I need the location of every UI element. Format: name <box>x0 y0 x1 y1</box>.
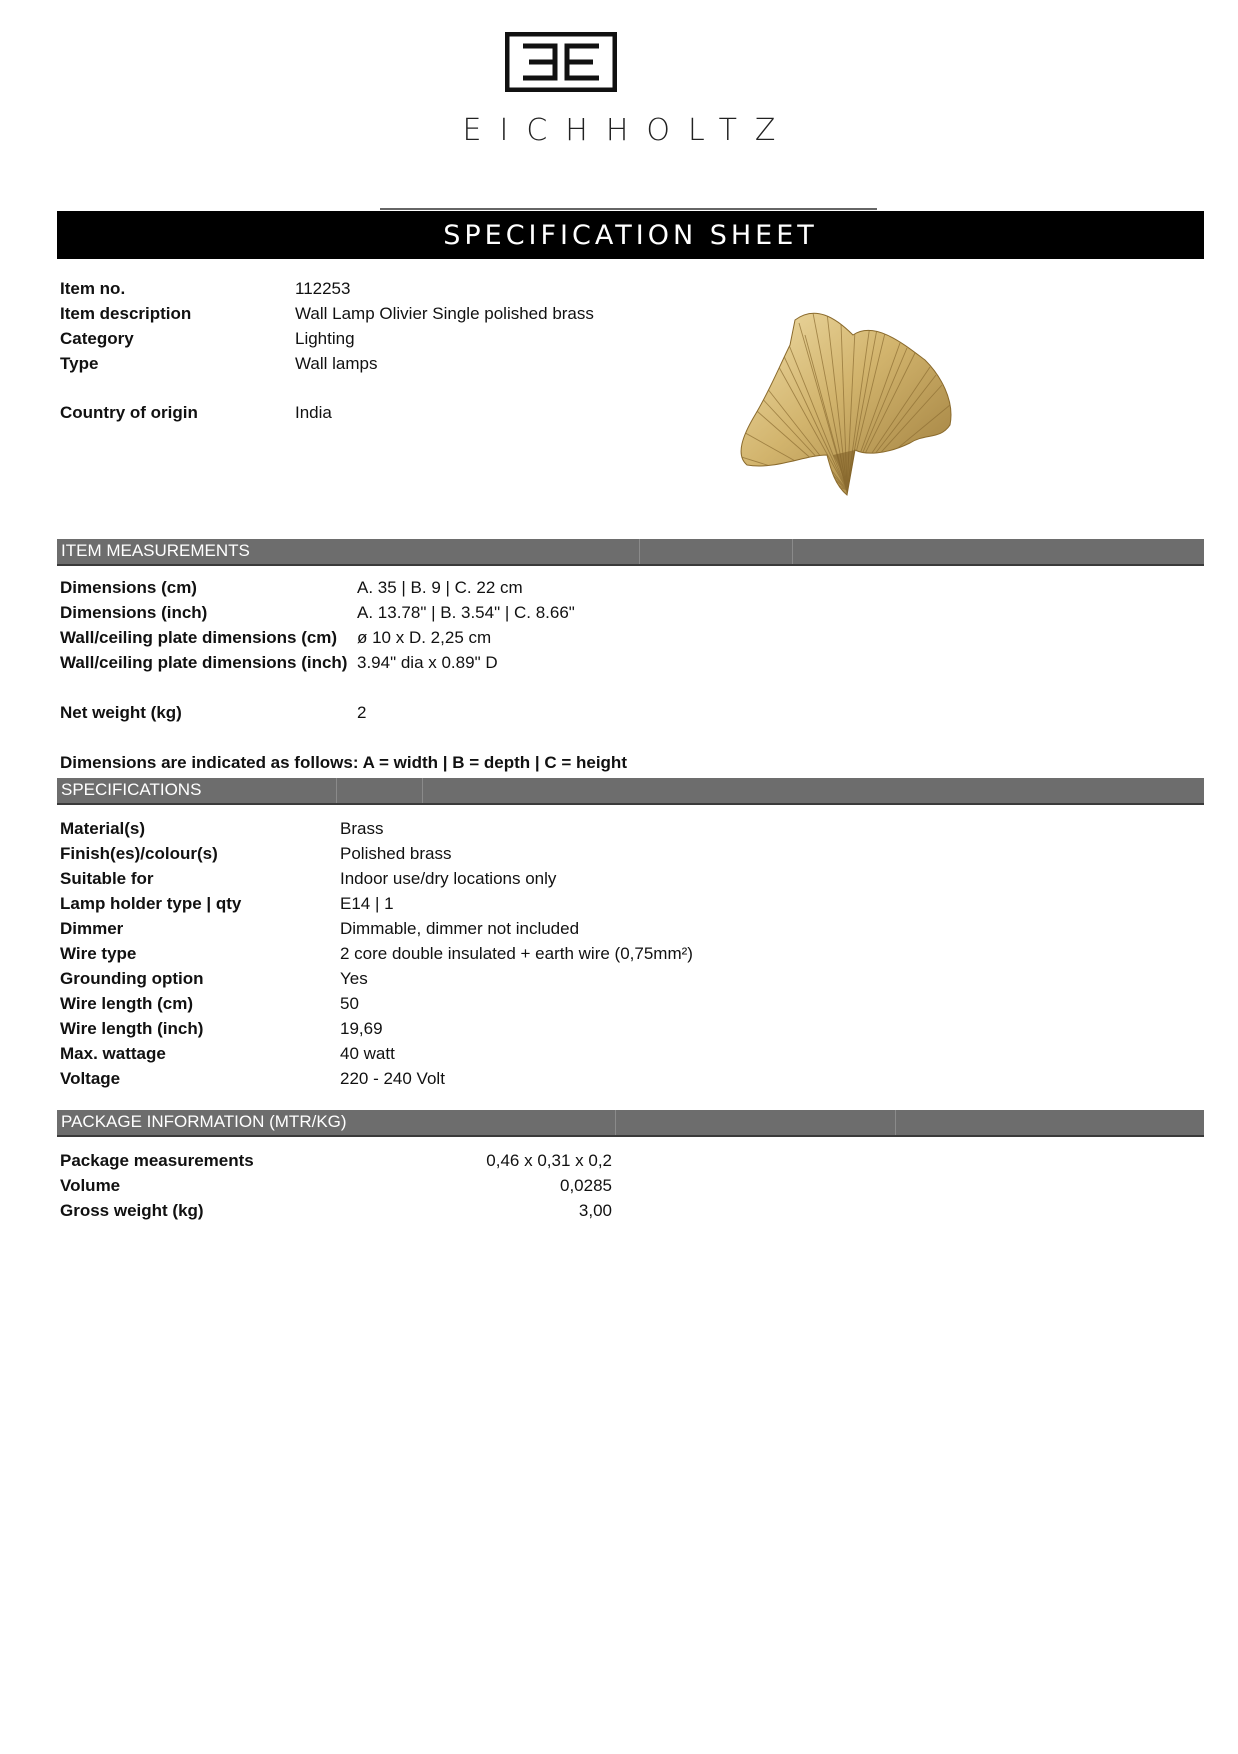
section-bar-specifications <box>57 778 1204 805</box>
plate-dimensions-cm-value: ø 10 x D. 2,25 cm <box>357 628 492 647</box>
wire-type-value: 2 core double insulated + earth wire (0,75mm²) <box>340 944 693 963</box>
finish-value: Polished brass <box>340 844 452 863</box>
section-title-package-information: PACKAGE INFORMATION (MTR/KG) <box>61 1112 347 1131</box>
lamp-holder-value: E14 | 1 <box>340 894 394 913</box>
type-value: Wall lamps <box>295 354 378 373</box>
wire-length-inch-value: 19,69 <box>340 1019 383 1038</box>
voltage-value: 220 - 240 Volt <box>340 1069 445 1088</box>
title-accent-line <box>380 208 877 210</box>
category-value: Lighting <box>295 329 355 348</box>
item-no-label: Item no. <box>60 279 126 298</box>
dimensions-inch-value: A. 13.78" | B. 3.54" | C. 8.66" <box>357 603 575 622</box>
section-divider <box>895 1110 896 1135</box>
dimensions-inch-label: Dimensions (inch) <box>60 603 208 622</box>
grounding-label: Grounding option <box>60 969 204 988</box>
title-bar <box>57 211 1204 259</box>
finish-label: Finish(es)/colour(s) <box>60 844 218 863</box>
max-wattage-value: 40 watt <box>340 1044 395 1063</box>
plate-dimensions-inch-value: 3.94" dia x 0.89" D <box>357 653 498 672</box>
net-weight-value: 2 <box>357 703 367 722</box>
dimmer-value: Dimmable, dimmer not included <box>340 919 580 938</box>
voltage-label: Voltage <box>60 1069 121 1088</box>
lamp-holder-label: Lamp holder type | qty <box>60 894 242 913</box>
grounding-value: Yes <box>340 969 368 988</box>
type-label: Type <box>60 354 99 373</box>
section-bar-package-information <box>57 1110 1204 1137</box>
suitable-for-value: Indoor use/dry locations only <box>340 869 557 888</box>
brand-logo <box>0 28 1238 148</box>
gross-weight-label: Gross weight (kg) <box>60 1201 204 1220</box>
section-divider <box>422 778 423 803</box>
dimmer-label: Dimmer <box>60 919 124 938</box>
gross-weight-value: 3,00 <box>578 1201 612 1220</box>
origin-value: India <box>295 403 332 422</box>
plate-dimensions-inch-label: Wall/ceiling plate dimensions (inch) <box>60 653 348 672</box>
item-description-value: Wall Lamp Olivier Single polished brass <box>295 304 594 323</box>
package-measurements-value: 0,46 x 0,31 x 0,2 <box>486 1151 612 1170</box>
dimensions-cm-value: A. 35 | B. 9 | C. 22 cm <box>357 578 523 597</box>
max-wattage-label: Max. wattage <box>60 1044 166 1063</box>
section-bar-item-measurements <box>57 539 1204 566</box>
page-title: SPECIFICATION SHEET <box>443 220 818 251</box>
wire-type-label: Wire type <box>60 944 137 963</box>
wire-length-inch-label: Wire length (inch) <box>60 1019 204 1038</box>
wire-length-cm-value: 50 <box>340 994 359 1013</box>
dimensions-cm-label: Dimensions (cm) <box>60 578 197 597</box>
section-divider <box>639 539 640 564</box>
section-divider <box>792 539 793 564</box>
section-divider <box>336 778 337 803</box>
item-no-value: 112253 <box>295 279 351 298</box>
dimensions-note: Dimensions are indicated as follows: A = width | B = depth | C = height <box>60 753 627 772</box>
plate-dimensions-cm-label: Wall/ceiling plate dimensions (cm) <box>60 628 338 647</box>
wire-length-cm-label: Wire length (cm) <box>60 994 194 1013</box>
section-title-item-measurements: ITEM MEASUREMENTS <box>61 541 250 560</box>
brand-name: EICHHOLTZ <box>462 113 794 148</box>
category-label: Category <box>60 329 134 348</box>
origin-label: Country of origin <box>60 403 198 422</box>
net-weight-label: Net weight (kg) <box>60 703 182 722</box>
volume-value: 0,0285 <box>560 1176 612 1195</box>
materials-label: Material(s) <box>60 819 146 838</box>
section-divider <box>615 1110 616 1135</box>
volume-label: Volume <box>60 1176 121 1195</box>
item-description-label: Item description <box>60 304 192 323</box>
suitable-for-label: Suitable for <box>60 869 154 888</box>
ee-logo-mark-icon <box>505 32 617 92</box>
section-title-specifications: SPECIFICATIONS <box>61 780 202 799</box>
materials-value: Brass <box>340 819 384 838</box>
package-measurements-label: Package measurements <box>60 1151 254 1170</box>
gold-leaf-wall-lamp-image <box>735 305 960 500</box>
